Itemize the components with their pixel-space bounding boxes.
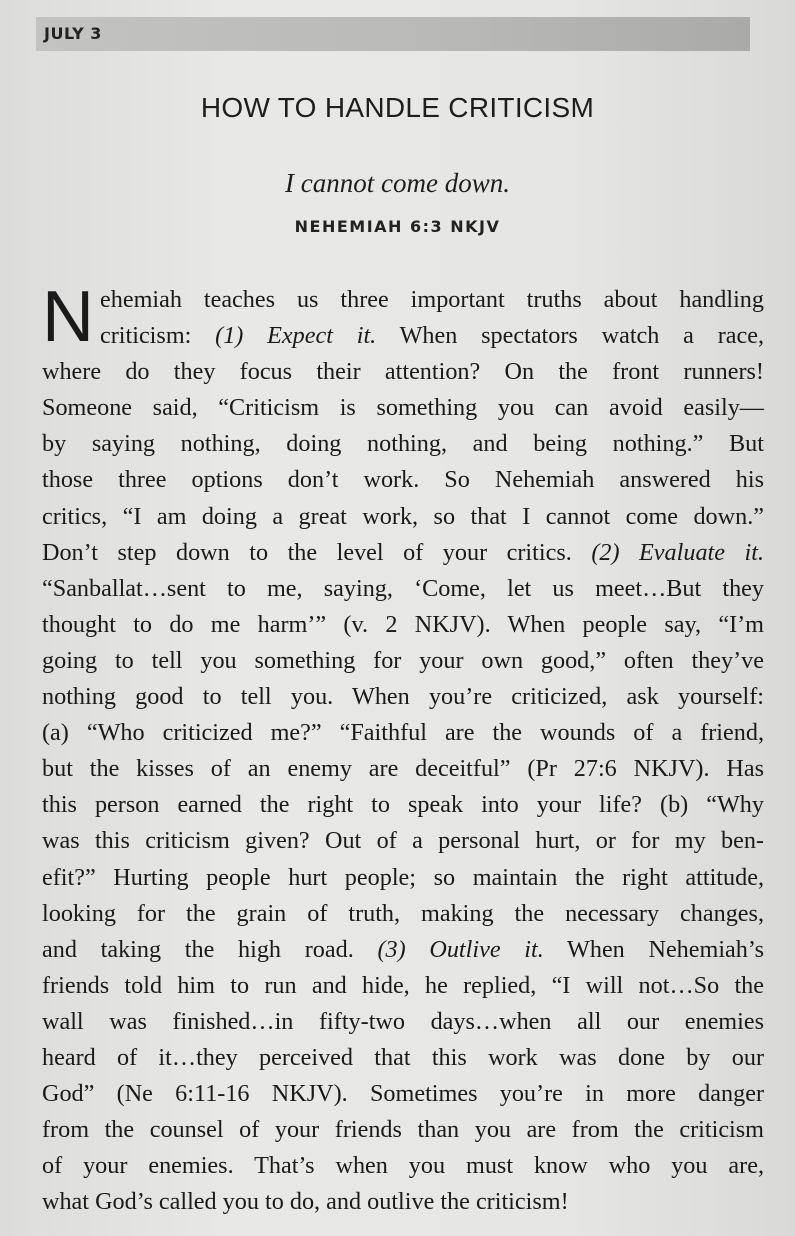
point-two-heading: (2) Evaluate it. <box>591 538 764 566</box>
body-line: Someone said, “Criticism is something you can avoid easily— <box>42 394 764 422</box>
body-text-segment: When Nehemiah’s <box>543 935 765 963</box>
body-line <box>42 932 764 968</box>
page-header-bar <box>36 17 750 51</box>
body-line: critics, “I am doing a great work, so that I cannot come down.” <box>42 502 764 530</box>
body-line: God” (Ne 6:11-16 NKJV). Sometimes you’re in more danger <box>42 1080 764 1108</box>
body-line: those three options don’t work. So Nehemiah answered his <box>42 466 764 494</box>
body-line: going to tell you something for your own good,” often they’ve <box>42 646 764 674</box>
body-line: where do they focus their attention? On the front runners! <box>42 358 764 386</box>
verse-text: I cannot come down. <box>285 168 510 198</box>
body-line: what God’s called you to do, and outlive the criticism! <box>42 1188 569 1216</box>
body-line: by saying nothing, doing nothing, and being nothing.” But <box>42 430 764 458</box>
body-line: from the counsel of your friends than you are from the criticism <box>42 1116 764 1144</box>
devotional-body <box>42 277 765 1220</box>
drop-cap: N <box>42 277 94 357</box>
point-one-heading: (1) Expect it. <box>215 322 377 350</box>
body-line: ehemiah teaches us three important truths about handling <box>100 286 764 313</box>
body-line: looking for the grain of truth, making the necessary changes, <box>42 899 764 927</box>
point-three-heading: (3) Outlive it. <box>377 935 544 963</box>
body-line: (a) “Who criticized me?” “Faithful are the wounds of a friend, <box>42 719 764 747</box>
body-text-segment: and taking the high road. <box>42 935 378 963</box>
body-line: wall was finished…in fifty-two days…when all our enemies <box>42 1007 764 1035</box>
body-line <box>42 318 764 354</box>
body-text-segment: When spectators watch a race, <box>376 322 765 350</box>
body-line: friends told him to run and hide, he replied, “I will not…So the <box>42 971 764 999</box>
verse-reference: NEHEMIAH 6:3 NKJV <box>294 217 501 236</box>
body-line: efit?” Hurting people hurt people; so maintain the right attitude, <box>42 863 764 891</box>
body-line: thought to do me harm’” (v. 2 NKJV). When people say, “I’m <box>42 610 764 638</box>
body-text-segment: Don’t step down to the level of your critics. <box>42 538 592 566</box>
body-line: nothing good to tell you. When you’re criticized, ask yourself: <box>42 683 764 711</box>
body-line: “Sanballat…sent to me, saying, ‘Come, let us meet…But they <box>42 574 764 602</box>
body-line: but the kisses of an enemy are deceitful” (Pr 27:6 NKJV). Has <box>42 755 764 783</box>
body-text-segment: criticism: <box>100 322 216 350</box>
body-line <box>42 535 764 571</box>
body-line: this person earned the right to speak into your life? (b) “Why <box>42 791 764 819</box>
devotional-title: HOW TO HANDLE CRITICISM <box>200 92 595 123</box>
body-line: heard of it…they perceived that this work was done by our <box>42 1043 764 1071</box>
body-line: of your enemies. That’s when you must know who you are, <box>42 1152 764 1180</box>
page-date: JULY 3 <box>44 24 102 43</box>
body-line: was this criticism given? Out of a personal hurt, or for my ben- <box>42 827 764 855</box>
